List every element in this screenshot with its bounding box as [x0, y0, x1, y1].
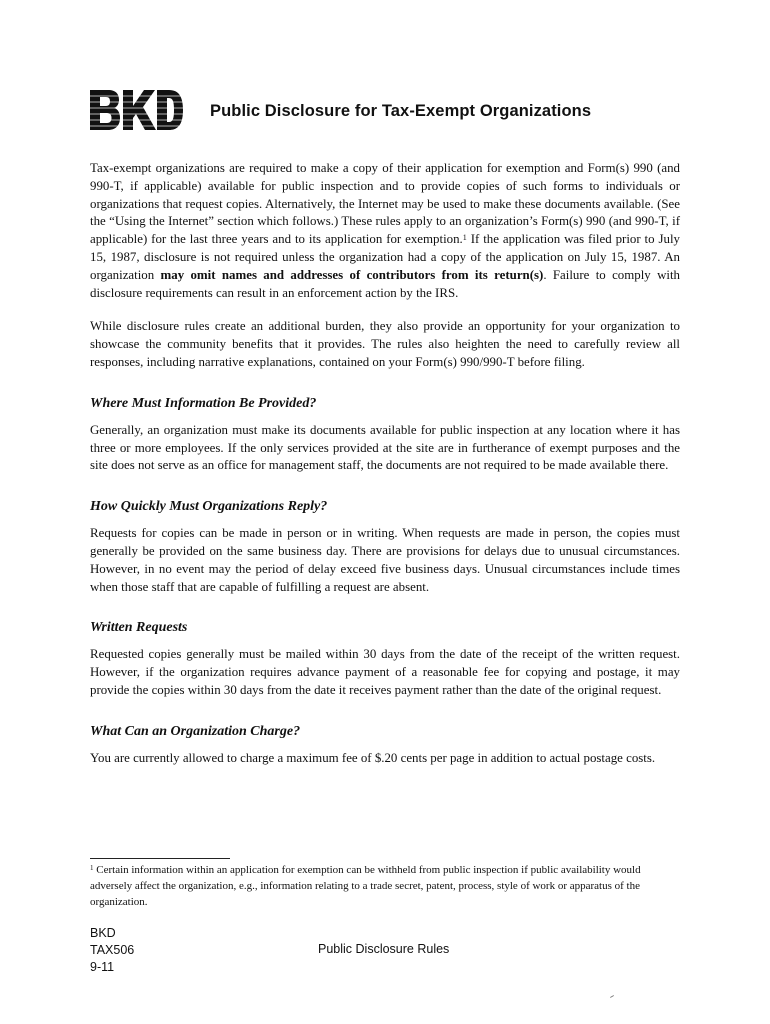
document-title: Public Disclosure for Tax-Exempt Organizations [210, 102, 592, 120]
section-body-charge: You are currently allowed to charge a maximum fee of $.20 cents per page in addition to actual postage costs. [90, 750, 656, 765]
footer-left [90, 925, 134, 976]
footnote-divider [90, 858, 230, 859]
section-body-written: Requested copies generally must be mailed within 30 days from the date of the receipt of the written request. However, if the organization requires advance payment of a reasonable fee for copying and postage, it may provide the copies within 30 days from the date it receives payment rather than the date of the original request. [90, 647, 680, 697]
footnote [90, 862, 680, 910]
section-heading-how: How Quickly Must Organizations Reply? [90, 499, 328, 515]
intro-text-c: . Failure to comply with disclosure requirements can result in an enforcement action by the IRS. [90, 267, 680, 300]
intro-paragraph-2: While disclosure rules create an additional burden, they also provide an opportunity for your organization to showcase the community benefits that it provides. The rules also heighten the need to carefully review all responses, including narrative explanations, contained on your Form(s) 990/990-T before filing. [90, 319, 680, 369]
intro-text-b: If the application was filed prior to July 15, 1987, disclosure is not required unless the organization had a copy of the application on July 15, 1987. An organization [90, 232, 680, 282]
footer-code: TAX506 [90, 943, 135, 957]
intro-paragraph-1 [90, 160, 680, 302]
footer-title: Public Disclosure Rules [318, 942, 450, 956]
scan-speck [610, 995, 614, 998]
main-content [90, 160, 680, 768]
section-body-where: Generally, an organization must make its documents available for public inspection at any location where it has three or more employees. If the only services provided at the site are in furtherance of exempt purposes and the site does not serve as an office for management staff, the documents are not required to be made available there. [90, 422, 680, 473]
intro-bold-text: may omit names and addresses of contributors from its return(s) [160, 267, 544, 282]
intro-text-a: Tax-exempt organizations are required to make a copy of their application for exemption and Form(s) 990 (and 990-T, if applicable) available for public inspection and to provide copies of such forms to individuals or organizations that request copies. Alternatively, the Internet may be used to make these documents available. (See the “Using the Internet” section which follows.) These rules apply to an organization’s Form(s) 990 (and 990-T, if applicable) for the last three years and to its application for exemption. [90, 161, 680, 247]
bkd-logo [88, 88, 184, 132]
section-heading-charge: What Can an Organization Charge? [90, 723, 301, 739]
footnote-marker: 1 [90, 864, 94, 872]
footnote-reference: 1 [462, 233, 467, 243]
footnote-text: Certain information within an application for exemption can be withheld from public inspection if public availability would adversely affect the organization, e.g., information relating to a trade secret, patent, process, style of work or apparatus of the organization. [90, 864, 641, 908]
section-heading-written: Written Requests [90, 620, 188, 636]
footer-date: 9-11 [90, 960, 115, 974]
footer-company: BKD [90, 926, 116, 940]
section-heading-where: Where Must Information Be Provided? [90, 395, 317, 411]
section-body-how: Requests for copies can be made in person or in writing. When requests are made in person, the copies must generally be provided on the same business day. There are provisions for delays due to unusual circumstances. However, in no event may the period of delay exceed five business days. Unusual circumstances include times when those staff that are capable of fulfilling a request are absent. [90, 526, 680, 594]
